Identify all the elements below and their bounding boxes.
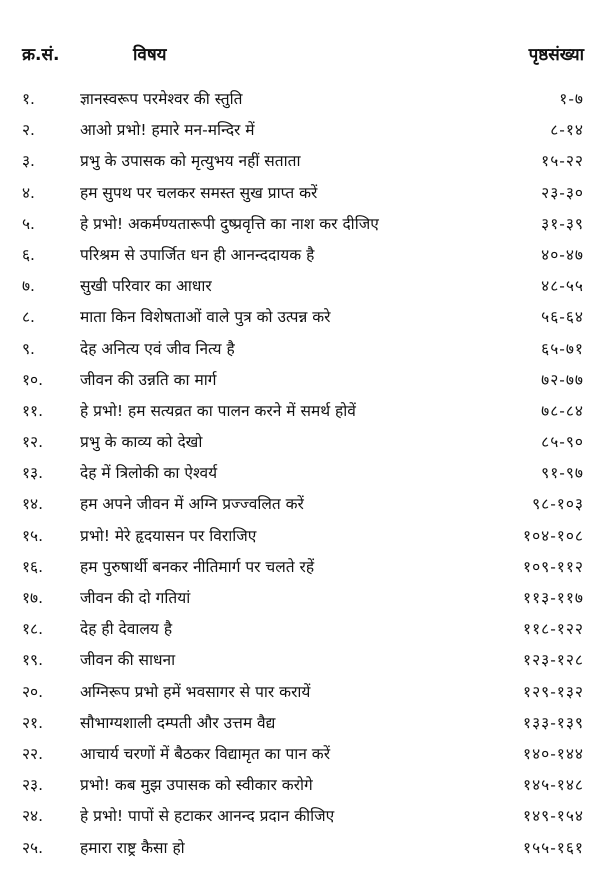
page-range: ६५-७१ xyxy=(541,339,584,358)
chapter-number: ५. xyxy=(22,214,35,233)
chapter-number: १५. xyxy=(22,526,44,545)
page-range: १३३-१३९ xyxy=(523,713,584,732)
page-range: ११८-१२२ xyxy=(523,620,584,639)
page-range: ११३-११७ xyxy=(523,589,584,607)
page-number-header: पृष्ठसंख्या xyxy=(528,45,584,65)
contents-row xyxy=(0,427,600,458)
contents-row xyxy=(0,801,600,832)
chapter-number: १७. xyxy=(22,589,44,607)
page-range: ९८-१०३ xyxy=(532,495,584,514)
page-range: ४८-५५ xyxy=(541,277,584,296)
contents-row xyxy=(0,521,600,552)
chapter-number: २५. xyxy=(22,838,44,857)
chapter-title: माता किन विशेषताओं वाले पुत्र को उत्पन्न करे xyxy=(80,308,331,327)
chapter-number: ३. xyxy=(22,152,35,171)
page-range: ४०-४७ xyxy=(541,245,584,264)
chapter-title: हे प्रभो! अकर्मण्यतारूपी दुष्प्रवृत्ति का नाश कर दीजिए xyxy=(80,214,379,233)
chapter-number: ९. xyxy=(22,339,35,358)
chapter-number: ८. xyxy=(22,308,35,327)
chapter-title: सुखी परिवार का आधार xyxy=(80,277,212,296)
chapter-title: हम सुपथ पर चलकर समस्त सुख प्राप्त करें xyxy=(80,183,318,202)
page-range: ३१-३९ xyxy=(541,214,584,233)
chapter-title: अग्निरूप प्रभो हमें भवसागर से पार करायें xyxy=(80,682,311,701)
chapter-title: हे प्रभो! हम सत्यव्रत का पालन करने में समर्थ होवें xyxy=(80,401,356,420)
contents-row xyxy=(0,209,600,240)
contents-row xyxy=(0,271,600,302)
page-range: ५६-६४ xyxy=(541,308,584,327)
chapter-title: जीवन की साधना xyxy=(80,651,176,670)
contents-row xyxy=(0,334,600,365)
contents-row xyxy=(0,178,600,209)
contents-row xyxy=(0,146,600,177)
contents-row xyxy=(0,739,600,770)
chapter-title: हम अपने जीवन में अग्नि प्रज्ज्वलित करें xyxy=(80,495,304,514)
contents-row xyxy=(0,583,600,614)
chapter-number: १८. xyxy=(22,620,44,639)
chapter-title: हम पुरुषार्थी बनकर नीतिमार्ग पर चलते रहें xyxy=(80,557,315,576)
chapter-number: २१. xyxy=(22,713,44,732)
contents-row xyxy=(0,240,600,271)
page-range: ७२-७७ xyxy=(541,370,584,389)
page-range: १४५-१४८ xyxy=(523,776,584,795)
chapter-title: सौभाग्यशाली दम्पती और उत्तम वैद्य xyxy=(80,713,276,732)
page-range: १-७ xyxy=(559,90,584,108)
chapter-title: आचार्य चरणों में बैठकर विद्यामृत का पान करें xyxy=(80,744,331,763)
chapter-number: २. xyxy=(22,121,35,140)
contents-row xyxy=(0,302,600,333)
chapter-title: प्रभु के उपासक को मृत्युभय नहीं सताता xyxy=(80,152,301,171)
chapter-number: १०. xyxy=(22,370,44,389)
page-range: १४९-१५४ xyxy=(523,807,584,826)
chapter-title: परिश्रम से उपार्जित धन ही आनन्ददायक है xyxy=(80,245,315,264)
chapter-title: हमारा राष्ट्र कैसा हो xyxy=(80,838,185,857)
page-range: १२९-१३२ xyxy=(523,682,584,701)
page-range: २३-३० xyxy=(541,183,584,202)
contents-row xyxy=(0,489,600,520)
page-range: १४०-१४४ xyxy=(523,744,584,763)
chapter-title: देह में त्रिलोकी का ऐश्वर्य xyxy=(80,464,218,483)
chapter-number: २४. xyxy=(22,807,44,826)
chapter-number: १. xyxy=(22,90,35,108)
contents-row xyxy=(0,645,600,676)
chapter-number: १६. xyxy=(22,557,44,576)
chapter-number: २२. xyxy=(22,744,44,763)
chapter-number: ४. xyxy=(22,183,35,202)
table-header xyxy=(0,42,600,70)
chapter-title: देह अनित्य एवं जीव नित्य है xyxy=(80,339,235,358)
chapter-number: १३. xyxy=(22,464,44,483)
page-range: १५५-१६१ xyxy=(523,838,584,857)
contents-row xyxy=(0,115,600,146)
contents-row xyxy=(0,84,600,115)
serial-number-header: क्र.सं. xyxy=(22,45,60,65)
chapter-number: १४. xyxy=(22,495,44,514)
page-range: ८-१४ xyxy=(550,121,584,140)
page-range: ७८-८४ xyxy=(541,401,584,420)
contents-row xyxy=(0,708,600,739)
chapter-number: २३. xyxy=(22,776,44,795)
chapter-title: प्रभु के काव्य को देखो xyxy=(80,433,203,452)
chapter-title: प्रभो! कब मुझ उपासक को स्वीकार करोगे xyxy=(80,776,313,795)
chapter-number: ६. xyxy=(22,245,35,264)
chapter-title: ज्ञानस्वरूप परमेश्वर की स्तुति xyxy=(80,90,243,108)
page-range: १०९-११२ xyxy=(523,557,584,576)
chapter-title: देह ही देवालय है xyxy=(80,620,173,639)
chapter-number: ११. xyxy=(22,401,44,420)
chapter-number: १९. xyxy=(22,651,44,670)
page-range: १०४-१०८ xyxy=(523,526,584,545)
contents-row xyxy=(0,552,600,583)
page-range: ९१-९७ xyxy=(541,464,584,483)
contents-row xyxy=(0,458,600,489)
chapter-title: जीवन की दो गतियां xyxy=(80,589,191,607)
subject-header: विषय xyxy=(133,45,167,65)
chapter-title: हे प्रभो! पापों से हटाकर आनन्द प्रदान कीजिए xyxy=(80,807,335,826)
page-range: १५-२२ xyxy=(541,152,584,171)
contents-row xyxy=(0,614,600,645)
contents-list xyxy=(0,84,600,864)
chapter-number: ७. xyxy=(22,277,35,296)
chapter-number: १२. xyxy=(22,433,44,452)
page-range: १२३-१२८ xyxy=(523,651,584,670)
contents-row xyxy=(0,365,600,396)
contents-row xyxy=(0,770,600,801)
contents-row xyxy=(0,677,600,708)
contents-row xyxy=(0,396,600,427)
chapter-title: जीवन की उन्नति का मार्ग xyxy=(80,370,217,389)
chapter-title: आओ प्रभो! हमारे मन-मन्दिर में xyxy=(80,121,255,140)
page-range: ८५-९० xyxy=(541,433,584,452)
chapter-title: प्रभो! मेरे हृदयासन पर विराजिए xyxy=(80,526,257,545)
chapter-number: २०. xyxy=(22,682,44,701)
contents-row xyxy=(0,833,600,864)
